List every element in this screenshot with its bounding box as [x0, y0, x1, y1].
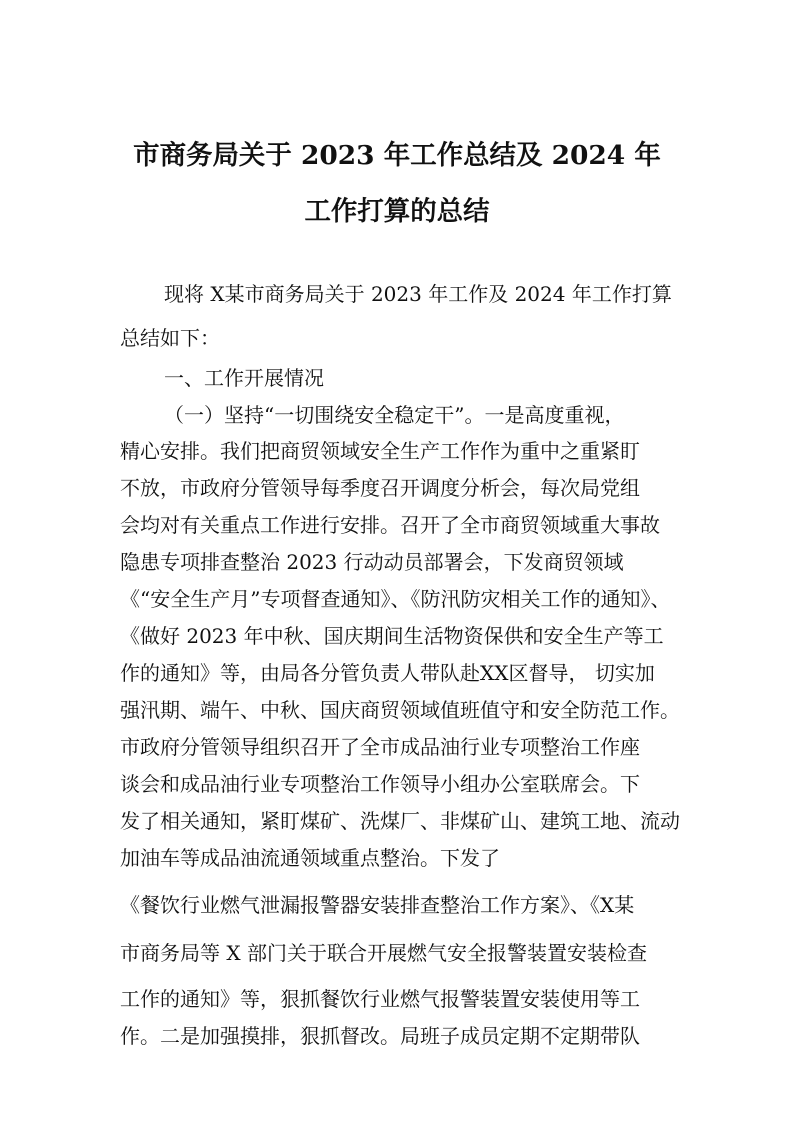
- paragraph-line: 发了相关通知，紧盯煤矿、洗煤厂、非煤矿山、建筑工地、流动: [120, 809, 680, 833]
- paragraph-line: 强汛期、端午、中秋、国庆商贸领域值班值守和安全防范工作。: [120, 698, 680, 722]
- paragraph-line: 作的通知》等，由局各分管负责人带队赴XX区督导， 切实加: [120, 661, 655, 685]
- paragraph-line: 总结如下：: [120, 326, 220, 350]
- section-heading: 一、工作开展情况: [164, 366, 324, 390]
- paragraph-line: 精心安排。我们把商贸领域安全生产工作作为重中之重紧盯: [120, 439, 640, 463]
- paragraph-line: 谈会和成品油行业专项整治工作领导小组办公室联席会。下: [120, 772, 640, 796]
- paragraph-line: （一）坚持“一切围绕安全稳定干”。一是高度重视，: [164, 403, 625, 427]
- paragraph-line: 会均对有关重点工作进行安排。召开了全市商贸领域重大事故: [120, 513, 660, 537]
- document-title-line-2: 工作打算的总结: [304, 196, 490, 227]
- paragraph-line: 加油车等成品油流通领域重点整治。下发了: [120, 846, 500, 870]
- paragraph-line: 《做好 2023 年中秋、国庆期间生活物资保供和安全生产等工: [120, 624, 664, 648]
- document-title-line-1: 市商务局关于 2023 年工作总结及 2024 年: [133, 140, 661, 171]
- paragraph-line: 《“安全生产月”专项督查通知》、《防汛防灾相关工作的通知》、: [120, 587, 671, 611]
- paragraph-line: 隐患专项排查整治 2023 行动动员部署会，下发商贸领域: [120, 550, 624, 574]
- paragraph-line: 不放，市政府分管领导每季度召开调度分析会，每次局党组: [120, 476, 640, 500]
- paragraph-line: 作。二是加强摸排，狠抓督改。局班子成员定期不定期带队: [120, 1024, 640, 1048]
- paragraph-line: 市商务局等 X 部门关于联合开展燃气安全报警装置安装检查: [120, 941, 647, 965]
- paragraph-line: 《餐饮行业燃气泄漏报警器安装排查整治工作方案》、《X某: [120, 893, 635, 917]
- paragraph-line: 市政府分管领导组织召开了全市成品油行业专项整治工作座: [120, 735, 640, 759]
- paragraph-line: 工作的通知》等，狠抓餐饮行业燃气报警装置安装使用等工: [120, 987, 640, 1011]
- paragraph-line: 现将 X某市商务局关于 2023 年工作及 2024 年工作打算: [164, 282, 672, 306]
